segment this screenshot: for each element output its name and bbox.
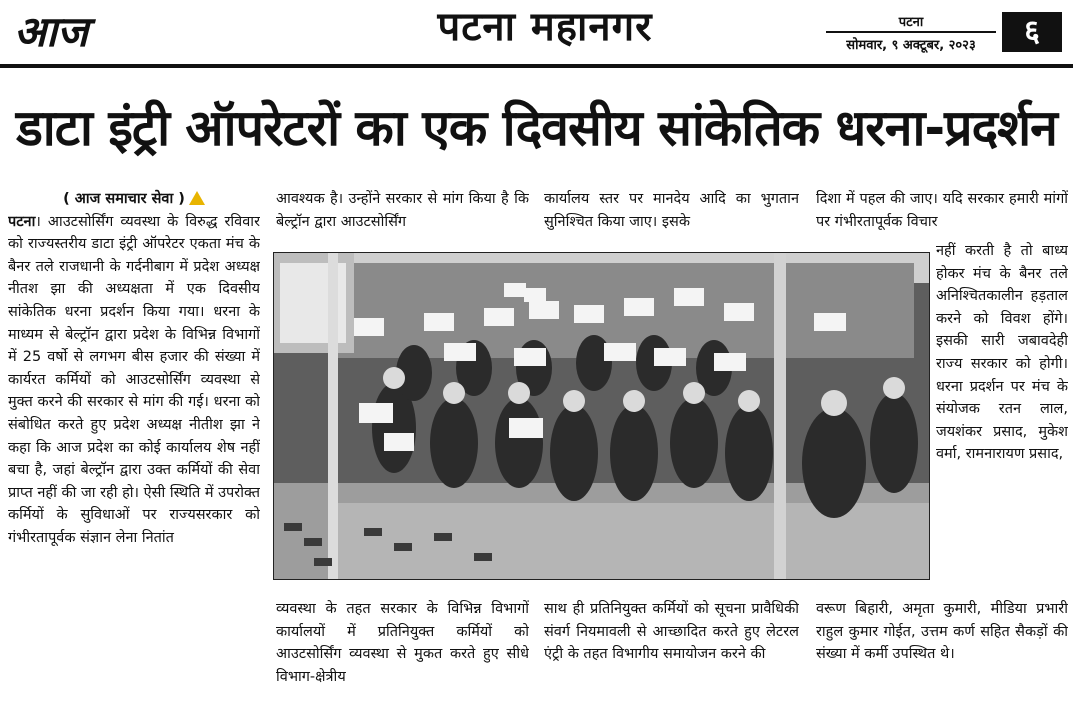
page-number: ६ bbox=[1002, 12, 1062, 52]
edition-info bbox=[826, 12, 996, 53]
byline bbox=[8, 188, 260, 211]
masthead-rule bbox=[0, 64, 1073, 68]
column-1-text: । आउटसोर्सिंग व्यवस्था के विरुद्ध रविवार को राज्यस्तरीय डाटा इंट्री ऑपरेटर एकता मंच के बैनर तले राजधानी के गर्दनीबाग में प्रदेश अध्यक्ष नीतश झा की अध्यक्षता में एक दिवसीय सांकेतिक धरना प्रदर्शन किया गया। धरना के माध्यम से बेल्ट्रॉन द्वारा प्रदेश के विभिन्न विभागों में 25 वर्षो से लगभग बीस हजार की संख्या में कार्यरत कर्मियों को आउटसोर्सिंग व्यवस्था से मुक्त करने की सरकार से मांग की गई। धरना को संबोधित करते हुए प्रदेश अध्यक्ष नीतीश झा ने कहा कि आज प्रदेश का कोई कार्यालय शेष नहीं बचा है, जहां बेल्ट्रॉन द्वारा उक्त कर्मियों की सेवा प्राप्त नहीं की जा रही हो। ऐसी स्थिति में उपरोक्त कर्मियों के सुविधाओं पर राज्यसरकार को गंभीरतापूर्वक संज्ञान लेना नितांत bbox=[8, 213, 260, 546]
article-column-3-top: कार्यालय स्तर पर मानदेय आदि का भुगतान सुनिश्चित किया जाए। इसके bbox=[544, 191, 799, 230]
article-column-2-top: आवश्यक है। उन्होंने सरकार से मांग किया है कि बेल्ट्रॉन द्वारा आउटसोर्सिंग bbox=[276, 191, 529, 230]
article-column-4-side: नहीं करती है तो बाध्य होकर मंच के बैनर तले अनिश्चितकालीन हड़ताल करने को विवश होंगे। इसकी सारी जबावदेही राज्य सरकार को होगी। धरना प्रदर्शन पर मंच के संयोजक रतन लाल, जयशंकर प्रसाद, मुकेश वर्मा, रामनारायण प्रसाद, bbox=[936, 243, 1068, 463]
protest-photo bbox=[273, 252, 930, 580]
byline-text: ( आज समाचार सेवा ) bbox=[63, 191, 185, 207]
warning-triangle-icon bbox=[189, 191, 205, 205]
article-column-4-top: दिशा में पहल की जाए। यदि सरकार हमारी मांगों पर गंभीरतापूर्वक विचार bbox=[816, 191, 1068, 230]
aaj-logo bbox=[12, 4, 136, 54]
edition-city: पटना bbox=[826, 12, 996, 33]
article-column-2-bottom: व्यवस्था के तहत सरकार के विभिन्न विभागों कार्यालयों में प्रतिनियुक्त कर्मियों को आउटसोर्सिंग व्यवस्था से मुकत करते हुए सीधे विभाग-क्षेत्रीय bbox=[276, 601, 529, 685]
headline: डाटा इंट्री ऑपरेटरों का एक दिवसीय सांकेतिक धरना-प्रदर्शन bbox=[16, 99, 1057, 157]
masthead bbox=[0, 0, 1073, 66]
article-column-1 bbox=[8, 188, 260, 698]
svg-text:आज: आज bbox=[14, 7, 89, 54]
protest-photo-graphic bbox=[274, 253, 930, 580]
article-column-3-bottom: साथ ही प्रतिनियुक्त कर्मियों को सूचना प्रावैधिकी संवर्ग नियमावली से आच्छादित करते हुए लेटरल एंट्री के तहत विभागीय समायोजन करने की bbox=[544, 601, 799, 663]
dateline-place: पटना bbox=[8, 213, 36, 230]
article-column-4-bottom: वरूण बिहारी, अमृता कुमारी, मीडिया प्रभारी राहुल कुमार गोईत, उत्तम कर्ण सहित सैकड़ों की संख्या में कर्मी उपस्थित थे। bbox=[816, 601, 1068, 663]
section-title: पटना महानगर bbox=[437, 4, 653, 50]
edition-date: सोमवार, ९ अक्टूबर, २०२३ bbox=[846, 38, 976, 53]
